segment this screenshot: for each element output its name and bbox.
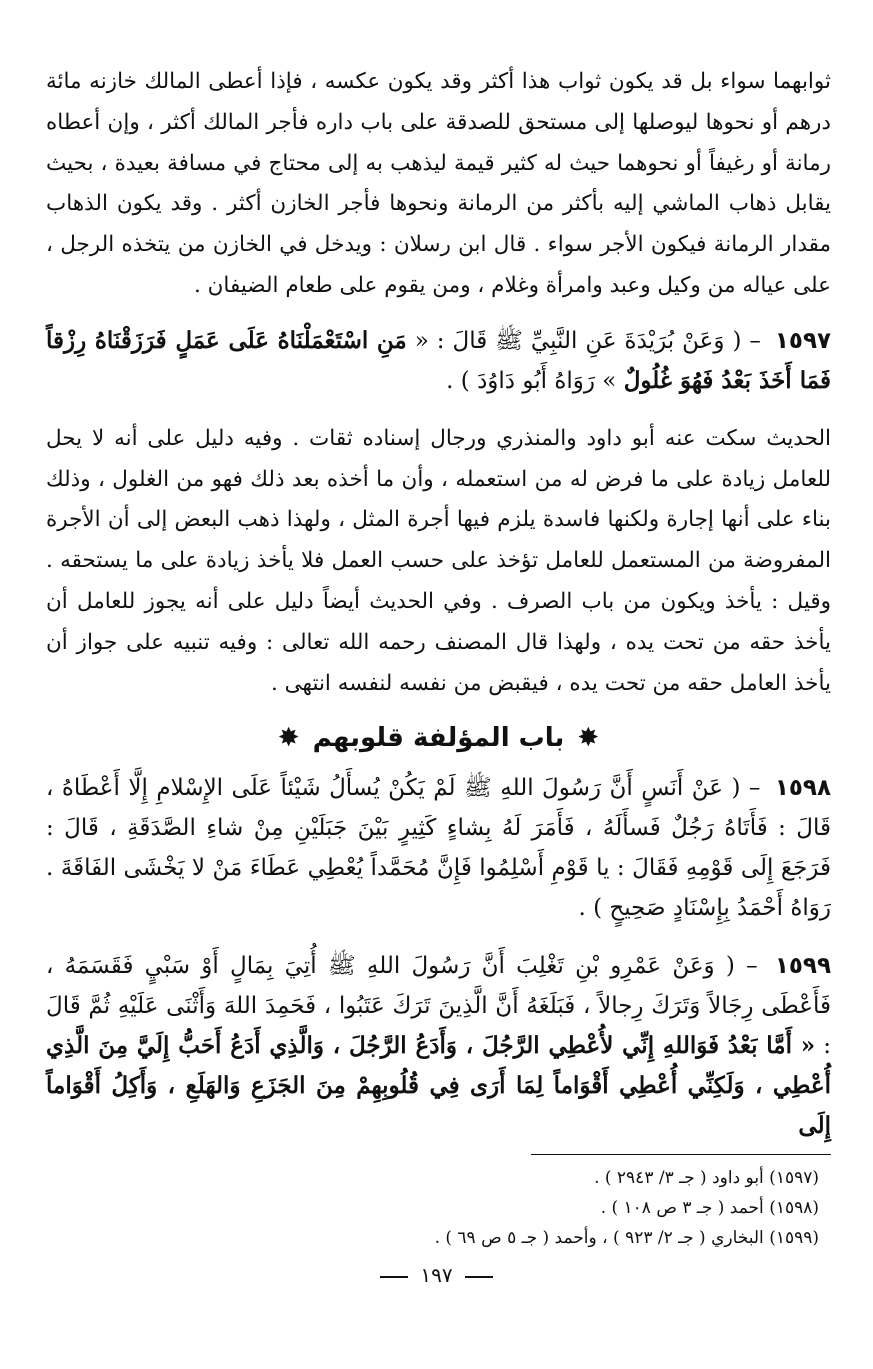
footnote-1597: (١٥٩٧) أبو داود ( جـ ٣/ ٢٩٤٣ ) .	[594, 1168, 819, 1189]
hadith-1597	[46, 321, 831, 401]
spacer	[46, 307, 831, 321]
hadith-1599	[46, 946, 831, 1146]
page-number-value: ١٩٧	[420, 1263, 453, 1287]
hadith-text: « أَمَّا بَعْدُ فَوَاللهِ إِنِّي لأُعْطِي الرَّجُلَ ، وَأَدَعُ الرَّجُلَ ، وَالَّذِي أَدَعُ أَحَبُّ إِلَيَّ مِنَ الَّذِي أُعْطِي ، وَلَكِنِّي أُعْطِي أَقْوَاماً لِمَا أَرَى فِي قُلُوبِهِمْ مِنَ الجَزَعِ وَالهَلَعِ ، وَأَكِلُ أَقْوَاماً إِلَى	[46, 1032, 831, 1140]
chapter-heading	[46, 716, 831, 760]
spacer	[46, 401, 831, 419]
spacer	[46, 928, 831, 946]
hadith-intro: – ( وَعَنْ بُرَيْدَةَ عَنِ النَّبِيِّ ﷺ قَالَ : «	[414, 327, 761, 354]
footnote-divider	[531, 1154, 831, 1155]
footnotes	[46, 1163, 831, 1253]
hadith-number: ١٥٩٧	[774, 327, 832, 354]
hadith-text: – ( عَنْ أَنَسٍ أَنَّ رَسُولَ اللهِ ﷺ لَمْ يَكُنْ يُسأَلُ شَيْئاً عَلَى الإِسْلامِ إِلَّا أَعْطَاهُ ، قَالَ : فَأَتَاهُ رَجُلٌ فَسأَلَهُ ، فَأَمَرَ لَهُ بِشاءٍ كَثِيرٍ بَيْنَ جَبَلَيْنِ مِنْ شاءِ الصَّدَقَةِ ، قَالَ : فَرَجَعَ إِلَى قَوْمِهِ فَقَالَ : يا قَوْمِ أَسْلِمُوا فَإِنَّ مُحَمَّداً يُعْطِي عَطَاءَ مَنْ لا يَخْشَى الفَاقَةَ . رَوَاهُ أَحْمَدُ بِإِسْنَادٍ صَحِيحٍ ) .	[46, 775, 831, 922]
dash-ornament	[380, 1276, 408, 1278]
commentary-paragraph-1: ثوابهما سواء بل قد يكون ثواب هذا أكثر وقد يكون عكسه ، فإذا أعطى المالك خازنه مائة درهم أو نحوها ليوصلها إلى مستحق للصدقة على باب داره فأجر المالك أكثر ، وإن أعطاه رمانة أو رغيفاً أو نحوهما حيث له كثير قيمة ليذهب به إلى محتاج في مسافة بعيدة ، بحيث يقابل ذهاب الماشي إليه بأكثر من الرمانة ونحوها فأجر الخازن أكثر . وقد يكون الذهاب مقدار الرمانة فيكون الأجر سواء . قال ابن رسلان : ويدخل في الخازن من يتخذه الرجل ، على عياله من وكيل وعبد وامرأة وغلام ، ومن يقوم على طعام الضيفان .	[46, 69, 831, 298]
hadith-number: ١٥٩٩	[774, 953, 832, 980]
footnote-1599: (١٥٩٩) البخاري ( جـ ٢/ ٩٢٣ ) ، وأحمد ( جـ ٥ ص ٦٩ ) .	[434, 1228, 819, 1249]
chapter-title: باب المؤلفة قلوبهم	[312, 723, 565, 754]
page-number	[0, 1263, 873, 1287]
footnote-1598: (١٥٩٨) أحمد ( جـ ٣ ص ١٠٨ ) .	[600, 1198, 819, 1219]
hadith-number: ١٥٩٨	[774, 775, 831, 802]
star-ornament-icon: ✸	[577, 723, 600, 754]
hadith-intro: – ( وَعَنْ عَمْرِو بْنِ تَغْلِبَ أَنَّ رَسُولَ اللهِ ﷺ أُتِيَ بِمَالٍ أَوْ سَبْيٍ فَقَسَمَهُ ، فَأَعْطَى رِجَالاً وَتَرَكَ رِجالاً ، فَبَلَغَهُ أَنَّ الَّذِينَ تَرَكَ عَتَبُوا ، فَحَمِدَ اللهَ وَأَثْنَى عَلَيْهِ ثُمَّ قَالَ :	[46, 953, 832, 1060]
dash-ornament	[465, 1276, 493, 1278]
star-ornament-icon: ✸	[277, 723, 300, 754]
hadith-text: مَنِ اسْتَعْمَلْنَاهُ عَلَى عَمَلٍ فَرَزَقْنَاهُ رِزْقاً فَمَا أَخَذَ بَعْدُ فَهُوَ غُلُولٌ	[46, 326, 831, 394]
hadith-outro: » رَوَاهُ أَبُو دَاوُدَ ) .	[446, 367, 617, 394]
hadith-1598	[46, 768, 831, 928]
commentary-paragraph-2: الحديث سكت عنه أبو داود والمنذري ورجال إسناده ثقات . وفيه دليل على أنه لا يحل للعامل زيادة على ما فرض له من استعمله ، وأن ما أخذه بعد ذلك فهو من الغلول ، وذلك بناء على أنها إجارة ولكنها فاسدة يلزم فيها أجرة المثل ، ولهذا ذهب البعض إلى أن الأجرة المفروضة من المستعمل للعامل تؤخذ على حسب العمل فلا يأخذ زيادة على ما يستحقه . وقيل : يأخذ ويكون من باب الصرف . وفي الحديث أيضاً دليل على أنه يجوز للعامل أن يأخذ حقه من تحت يده ، ولهذا قال المصنف رحمه الله تعالى : وفيه تنبيه على جواز أن يأخذ العامل حقه من تحت يده ، فيقبض من نفسه لنفسه انتهى .	[46, 425, 831, 696]
